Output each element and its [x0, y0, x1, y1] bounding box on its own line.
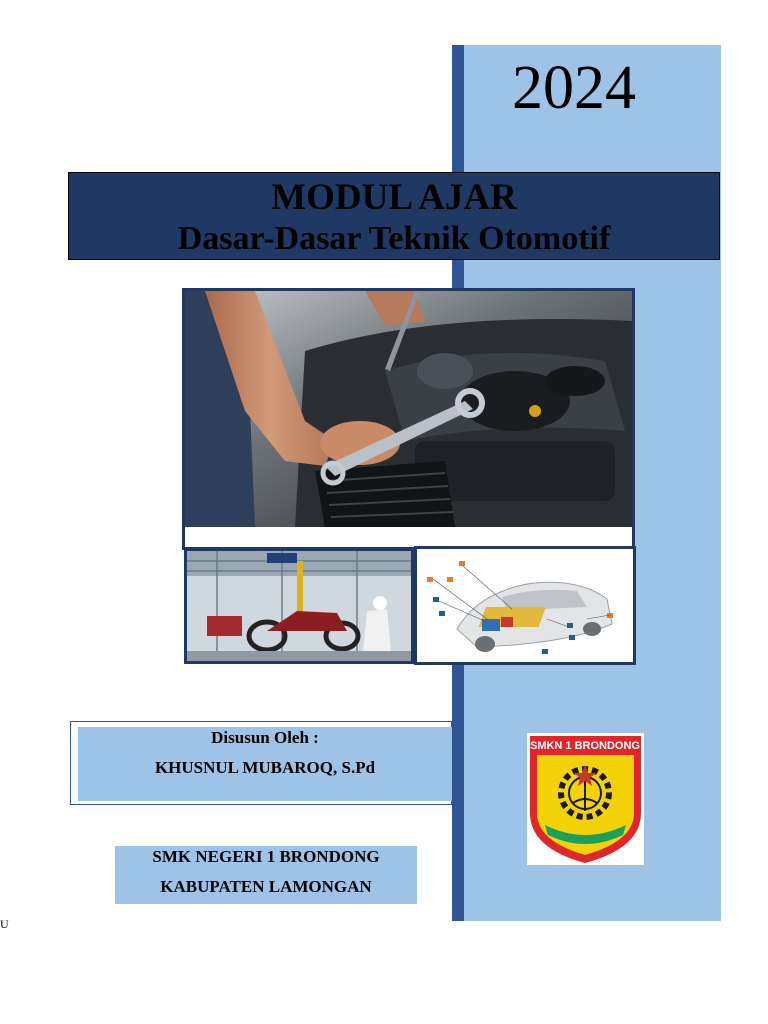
mechanic-engine-photo — [182, 288, 635, 550]
cover-year: 2024 — [512, 54, 636, 122]
school-region: KABUPATEN LAMONGAN — [160, 877, 372, 896]
title-banner — [68, 172, 720, 260]
title-line-2: Dasar-Dasar Teknik Otomotif — [177, 220, 611, 257]
author-box — [78, 727, 452, 801]
electric-car-diagram — [414, 546, 636, 665]
stray-character: U — [0, 917, 9, 931]
author-label: Disusun Oleh : — [211, 728, 319, 747]
school-name: SMK NEGERI 1 BRONDONG — [152, 847, 380, 866]
school-logo — [527, 733, 644, 865]
title-line-1: MODUL AJAR — [271, 177, 517, 218]
author-name: KHUSNUL MUBAROQ, S.Pd — [154, 758, 376, 777]
school-box — [115, 846, 417, 904]
motorcycle-workshop-photo — [184, 548, 414, 664]
logo-text: SMKN 1 BRONDONG — [529, 740, 641, 752]
